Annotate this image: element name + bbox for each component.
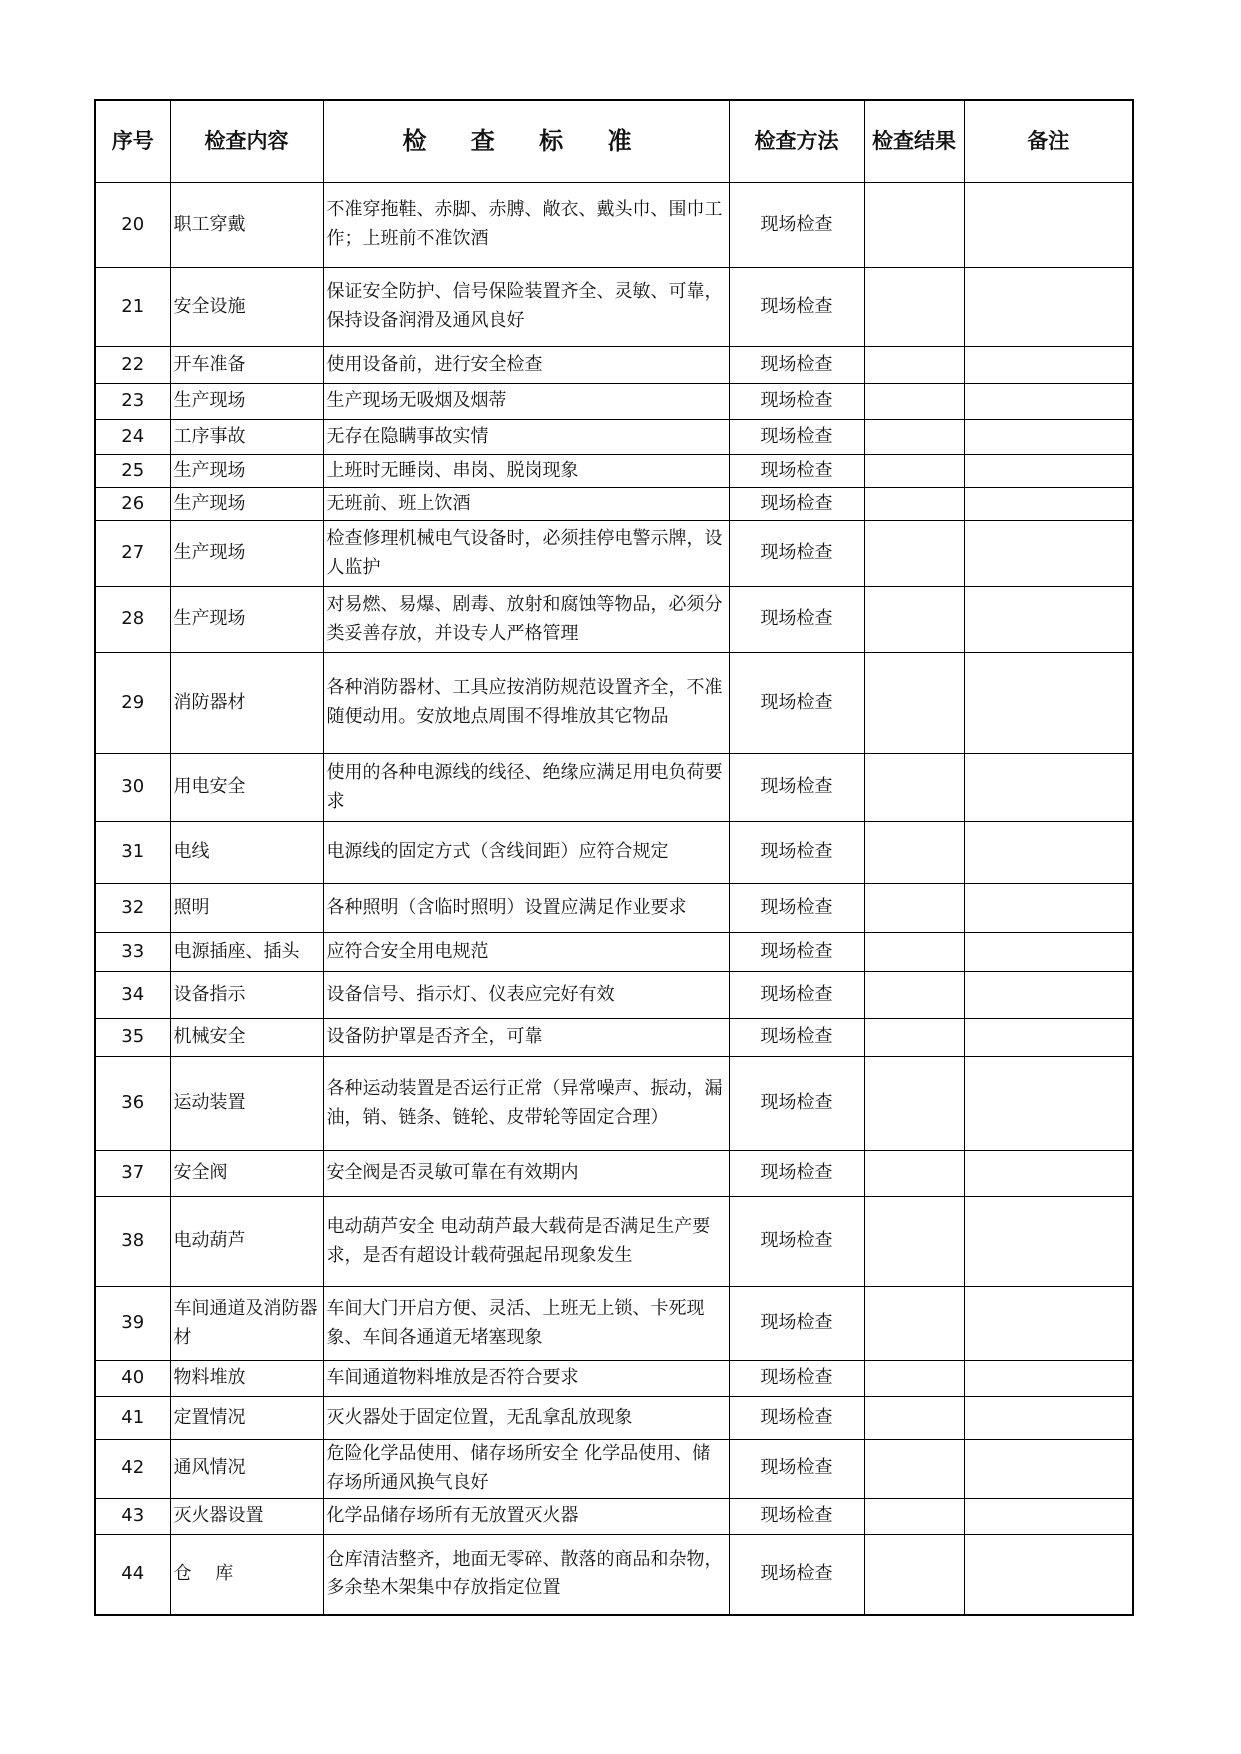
row-method: 现场检查 <box>729 884 864 933</box>
row-content: 车间通道及消防器材 <box>170 1287 323 1361</box>
table-row <box>95 1287 1133 1361</box>
row-standard: 车间大门开启方便、灵活、上班无上锁、卡死现象、车间各通道无堵塞现象 <box>323 1287 729 1361</box>
row-result <box>864 1397 964 1440</box>
row-standard: 生产现场无吸烟及烟蒂 <box>323 384 729 420</box>
table-row <box>95 1397 1133 1440</box>
row-method: 现场检查 <box>729 268 864 347</box>
table-row <box>95 754 1133 822</box>
table-row <box>95 1019 1133 1057</box>
row-number: 36 <box>95 1057 170 1151</box>
row-content: 电线 <box>170 822 323 884</box>
table-row <box>95 1057 1133 1151</box>
row-number: 22 <box>95 347 170 384</box>
row-content: 开车准备 <box>170 347 323 384</box>
table-row <box>95 1151 1133 1197</box>
row-result <box>864 455 964 488</box>
row-content: 用电安全 <box>170 754 323 822</box>
row-remark <box>964 488 1133 521</box>
row-result <box>864 1057 964 1151</box>
row-content: 照明 <box>170 884 323 933</box>
inspection-sheet <box>94 99 1134 1616</box>
row-standard: 检查修理机械电气设备时，必须挂停电警示牌，设人监护 <box>323 521 729 587</box>
row-standard: 无存在隐瞒事故实情 <box>323 420 729 455</box>
row-standard: 危险化学品使用、储存场所安全 化学品使用、储存场所通风换气良好 <box>323 1440 729 1499</box>
row-content: 电源插座、插头 <box>170 933 323 972</box>
row-content: 物料堆放 <box>170 1361 323 1397</box>
row-result <box>864 521 964 587</box>
row-method: 现场检查 <box>729 1498 864 1534</box>
row-method: 现场检查 <box>729 521 864 587</box>
header-standard: 检 查 标 准 <box>323 100 729 183</box>
table-row <box>95 822 1133 884</box>
row-remark <box>964 1151 1133 1197</box>
row-remark <box>964 587 1133 653</box>
row-result <box>864 1019 964 1057</box>
row-method: 现场检查 <box>729 754 864 822</box>
row-remark <box>964 653 1133 754</box>
table-row <box>95 884 1133 933</box>
row-remark <box>964 884 1133 933</box>
table-row <box>95 972 1133 1019</box>
row-content: 设备指示 <box>170 972 323 1019</box>
header-remark: 备注 <box>964 100 1133 183</box>
row-content: 生产现场 <box>170 384 323 420</box>
row-standard: 车间通道物料堆放是否符合要求 <box>323 1361 729 1397</box>
row-standard: 各种照明（含临时照明）设置应满足作业要求 <box>323 884 729 933</box>
row-method: 现场检查 <box>729 1361 864 1397</box>
table-row <box>95 384 1133 420</box>
table-row <box>95 1498 1133 1534</box>
row-remark <box>964 972 1133 1019</box>
row-result <box>864 384 964 420</box>
table-row <box>95 1197 1133 1287</box>
row-remark <box>964 822 1133 884</box>
row-content: 安全阀 <box>170 1151 323 1197</box>
row-number: 32 <box>95 884 170 933</box>
row-content: 电动葫芦 <box>170 1197 323 1287</box>
row-content: 仓 库 <box>170 1534 323 1615</box>
row-standard: 使用设备前，进行安全检查 <box>323 347 729 384</box>
row-result <box>864 1440 964 1499</box>
table-row <box>95 1440 1133 1499</box>
row-number: 44 <box>95 1534 170 1615</box>
row-method: 现场检查 <box>729 1440 864 1499</box>
row-content: 生产现场 <box>170 488 323 521</box>
header-row <box>95 100 1133 183</box>
table-row <box>95 933 1133 972</box>
row-remark <box>964 1287 1133 1361</box>
row-number: 27 <box>95 521 170 587</box>
table-row <box>95 420 1133 455</box>
row-content: 消防器材 <box>170 653 323 754</box>
row-method: 现场检查 <box>729 1287 864 1361</box>
row-standard: 设备防护罩是否齐全，可靠 <box>323 1019 729 1057</box>
row-result <box>864 488 964 521</box>
row-content: 灭火器设置 <box>170 1498 323 1534</box>
row-result <box>864 347 964 384</box>
header-method: 检查方法 <box>729 100 864 183</box>
row-result <box>864 653 964 754</box>
row-content: 通风情况 <box>170 1440 323 1499</box>
row-standard: 各种消防器材、工具应按消防规范设置齐全，不准随便动用。安放地点周围不得堆放其它物品 <box>323 653 729 754</box>
row-result <box>864 933 964 972</box>
row-number: 39 <box>95 1287 170 1361</box>
row-number: 37 <box>95 1151 170 1197</box>
row-method: 现场检查 <box>729 933 864 972</box>
table-row <box>95 1534 1133 1615</box>
row-result <box>864 1197 964 1287</box>
row-remark <box>964 1197 1133 1287</box>
row-content: 生产现场 <box>170 587 323 653</box>
row-remark <box>964 1361 1133 1397</box>
row-content: 生产现场 <box>170 455 323 488</box>
row-standard: 仓库清洁整齐，地面无零碎、散落的商品和杂物，多余垫木架集中存放指定位置 <box>323 1534 729 1615</box>
row-method: 现场检查 <box>729 1057 864 1151</box>
row-standard: 对易燃、易爆、剧毒、放射和腐蚀等物品，必须分类妥善存放，并设专人严格管理 <box>323 587 729 653</box>
row-result <box>864 884 964 933</box>
row-standard: 各种运动装置是否运行正常（异常噪声、振动，漏油，销、链条、链轮、皮带轮等固定合理） <box>323 1057 729 1151</box>
row-remark <box>964 420 1133 455</box>
table-row <box>95 488 1133 521</box>
row-result <box>864 822 964 884</box>
row-method: 现场检查 <box>729 1019 864 1057</box>
row-number: 26 <box>95 488 170 521</box>
row-remark <box>964 933 1133 972</box>
row-result <box>864 587 964 653</box>
row-result <box>864 1534 964 1615</box>
row-number: 31 <box>95 822 170 884</box>
row-standard: 上班时无睡岗、串岗、脱岗现象 <box>323 455 729 488</box>
table-row <box>95 455 1133 488</box>
row-content: 机械安全 <box>170 1019 323 1057</box>
row-method: 现场检查 <box>729 420 864 455</box>
row-content: 职工穿戴 <box>170 183 323 268</box>
row-number: 34 <box>95 972 170 1019</box>
row-number: 29 <box>95 653 170 754</box>
row-remark <box>964 1498 1133 1534</box>
row-method: 现场检查 <box>729 1197 864 1287</box>
row-number: 43 <box>95 1498 170 1534</box>
row-content: 安全设施 <box>170 268 323 347</box>
inspection-table <box>94 99 1134 1616</box>
row-content: 定置情况 <box>170 1397 323 1440</box>
row-number: 41 <box>95 1397 170 1440</box>
row-remark <box>964 347 1133 384</box>
row-method: 现场检查 <box>729 455 864 488</box>
row-standard: 无班前、班上饮酒 <box>323 488 729 521</box>
table-row <box>95 347 1133 384</box>
row-number: 30 <box>95 754 170 822</box>
row-remark <box>964 1534 1133 1615</box>
table-row <box>95 521 1133 587</box>
row-result <box>864 1287 964 1361</box>
row-remark <box>964 1397 1133 1440</box>
row-result <box>864 268 964 347</box>
row-method: 现场检查 <box>729 653 864 754</box>
row-method: 现场检查 <box>729 587 864 653</box>
row-remark <box>964 268 1133 347</box>
row-method: 现场检查 <box>729 1151 864 1197</box>
row-result <box>864 1361 964 1397</box>
table-row <box>95 1361 1133 1397</box>
row-number: 42 <box>95 1440 170 1499</box>
row-content: 生产现场 <box>170 521 323 587</box>
row-result <box>864 972 964 1019</box>
row-number: 24 <box>95 420 170 455</box>
table-row <box>95 587 1133 653</box>
row-number: 38 <box>95 1197 170 1287</box>
row-number: 21 <box>95 268 170 347</box>
row-standard: 使用的各种电源线的线径、绝缘应满足用电负荷要求 <box>323 754 729 822</box>
header-result: 检查结果 <box>864 100 964 183</box>
table-row <box>95 183 1133 268</box>
row-result <box>864 1498 964 1534</box>
row-number: 33 <box>95 933 170 972</box>
row-standard: 灭火器处于固定位置，无乱拿乱放现象 <box>323 1397 729 1440</box>
row-method: 现场检查 <box>729 384 864 420</box>
row-result <box>864 754 964 822</box>
row-method: 现场检查 <box>729 972 864 1019</box>
row-standard: 安全阀是否灵敏可靠在有效期内 <box>323 1151 729 1197</box>
row-number: 23 <box>95 384 170 420</box>
row-remark <box>964 521 1133 587</box>
row-method: 现场检查 <box>729 1534 864 1615</box>
row-standard: 电源线的固定方式（含线间距）应符合规定 <box>323 822 729 884</box>
row-remark <box>964 1057 1133 1151</box>
row-standard: 保证安全防护、信号保险装置齐全、灵敏、可靠，保持设备润滑及通风良好 <box>323 268 729 347</box>
row-standard: 化学品储存场所有无放置灭火器 <box>323 1498 729 1534</box>
row-number: 35 <box>95 1019 170 1057</box>
row-number: 25 <box>95 455 170 488</box>
row-method: 现场检查 <box>729 822 864 884</box>
row-remark <box>964 1440 1133 1499</box>
table-row <box>95 268 1133 347</box>
row-number: 40 <box>95 1361 170 1397</box>
row-remark <box>964 384 1133 420</box>
row-remark <box>964 754 1133 822</box>
row-result <box>864 183 964 268</box>
row-standard: 应符合安全用电规范 <box>323 933 729 972</box>
row-result <box>864 1151 964 1197</box>
header-content: 检查内容 <box>170 100 323 183</box>
row-method: 现场检查 <box>729 488 864 521</box>
row-standard: 电动葫芦安全 电动葫芦最大载荷是否满足生产要求，是否有超设计载荷强起吊现象发生 <box>323 1197 729 1287</box>
row-remark <box>964 1019 1133 1057</box>
row-number: 28 <box>95 587 170 653</box>
row-method: 现场检查 <box>729 1397 864 1440</box>
header-no: 序号 <box>95 100 170 183</box>
row-content: 工序事故 <box>170 420 323 455</box>
row-method: 现场检查 <box>729 347 864 384</box>
row-standard: 不准穿拖鞋、赤脚、赤膊、敞衣、戴头巾、围巾工作；上班前不准饮酒 <box>323 183 729 268</box>
row-result <box>864 420 964 455</box>
row-number: 20 <box>95 183 170 268</box>
row-standard: 设备信号、指示灯、仪表应完好有效 <box>323 972 729 1019</box>
row-method: 现场检查 <box>729 183 864 268</box>
row-remark <box>964 183 1133 268</box>
row-content: 运动装置 <box>170 1057 323 1151</box>
table-row <box>95 653 1133 754</box>
row-remark <box>964 455 1133 488</box>
